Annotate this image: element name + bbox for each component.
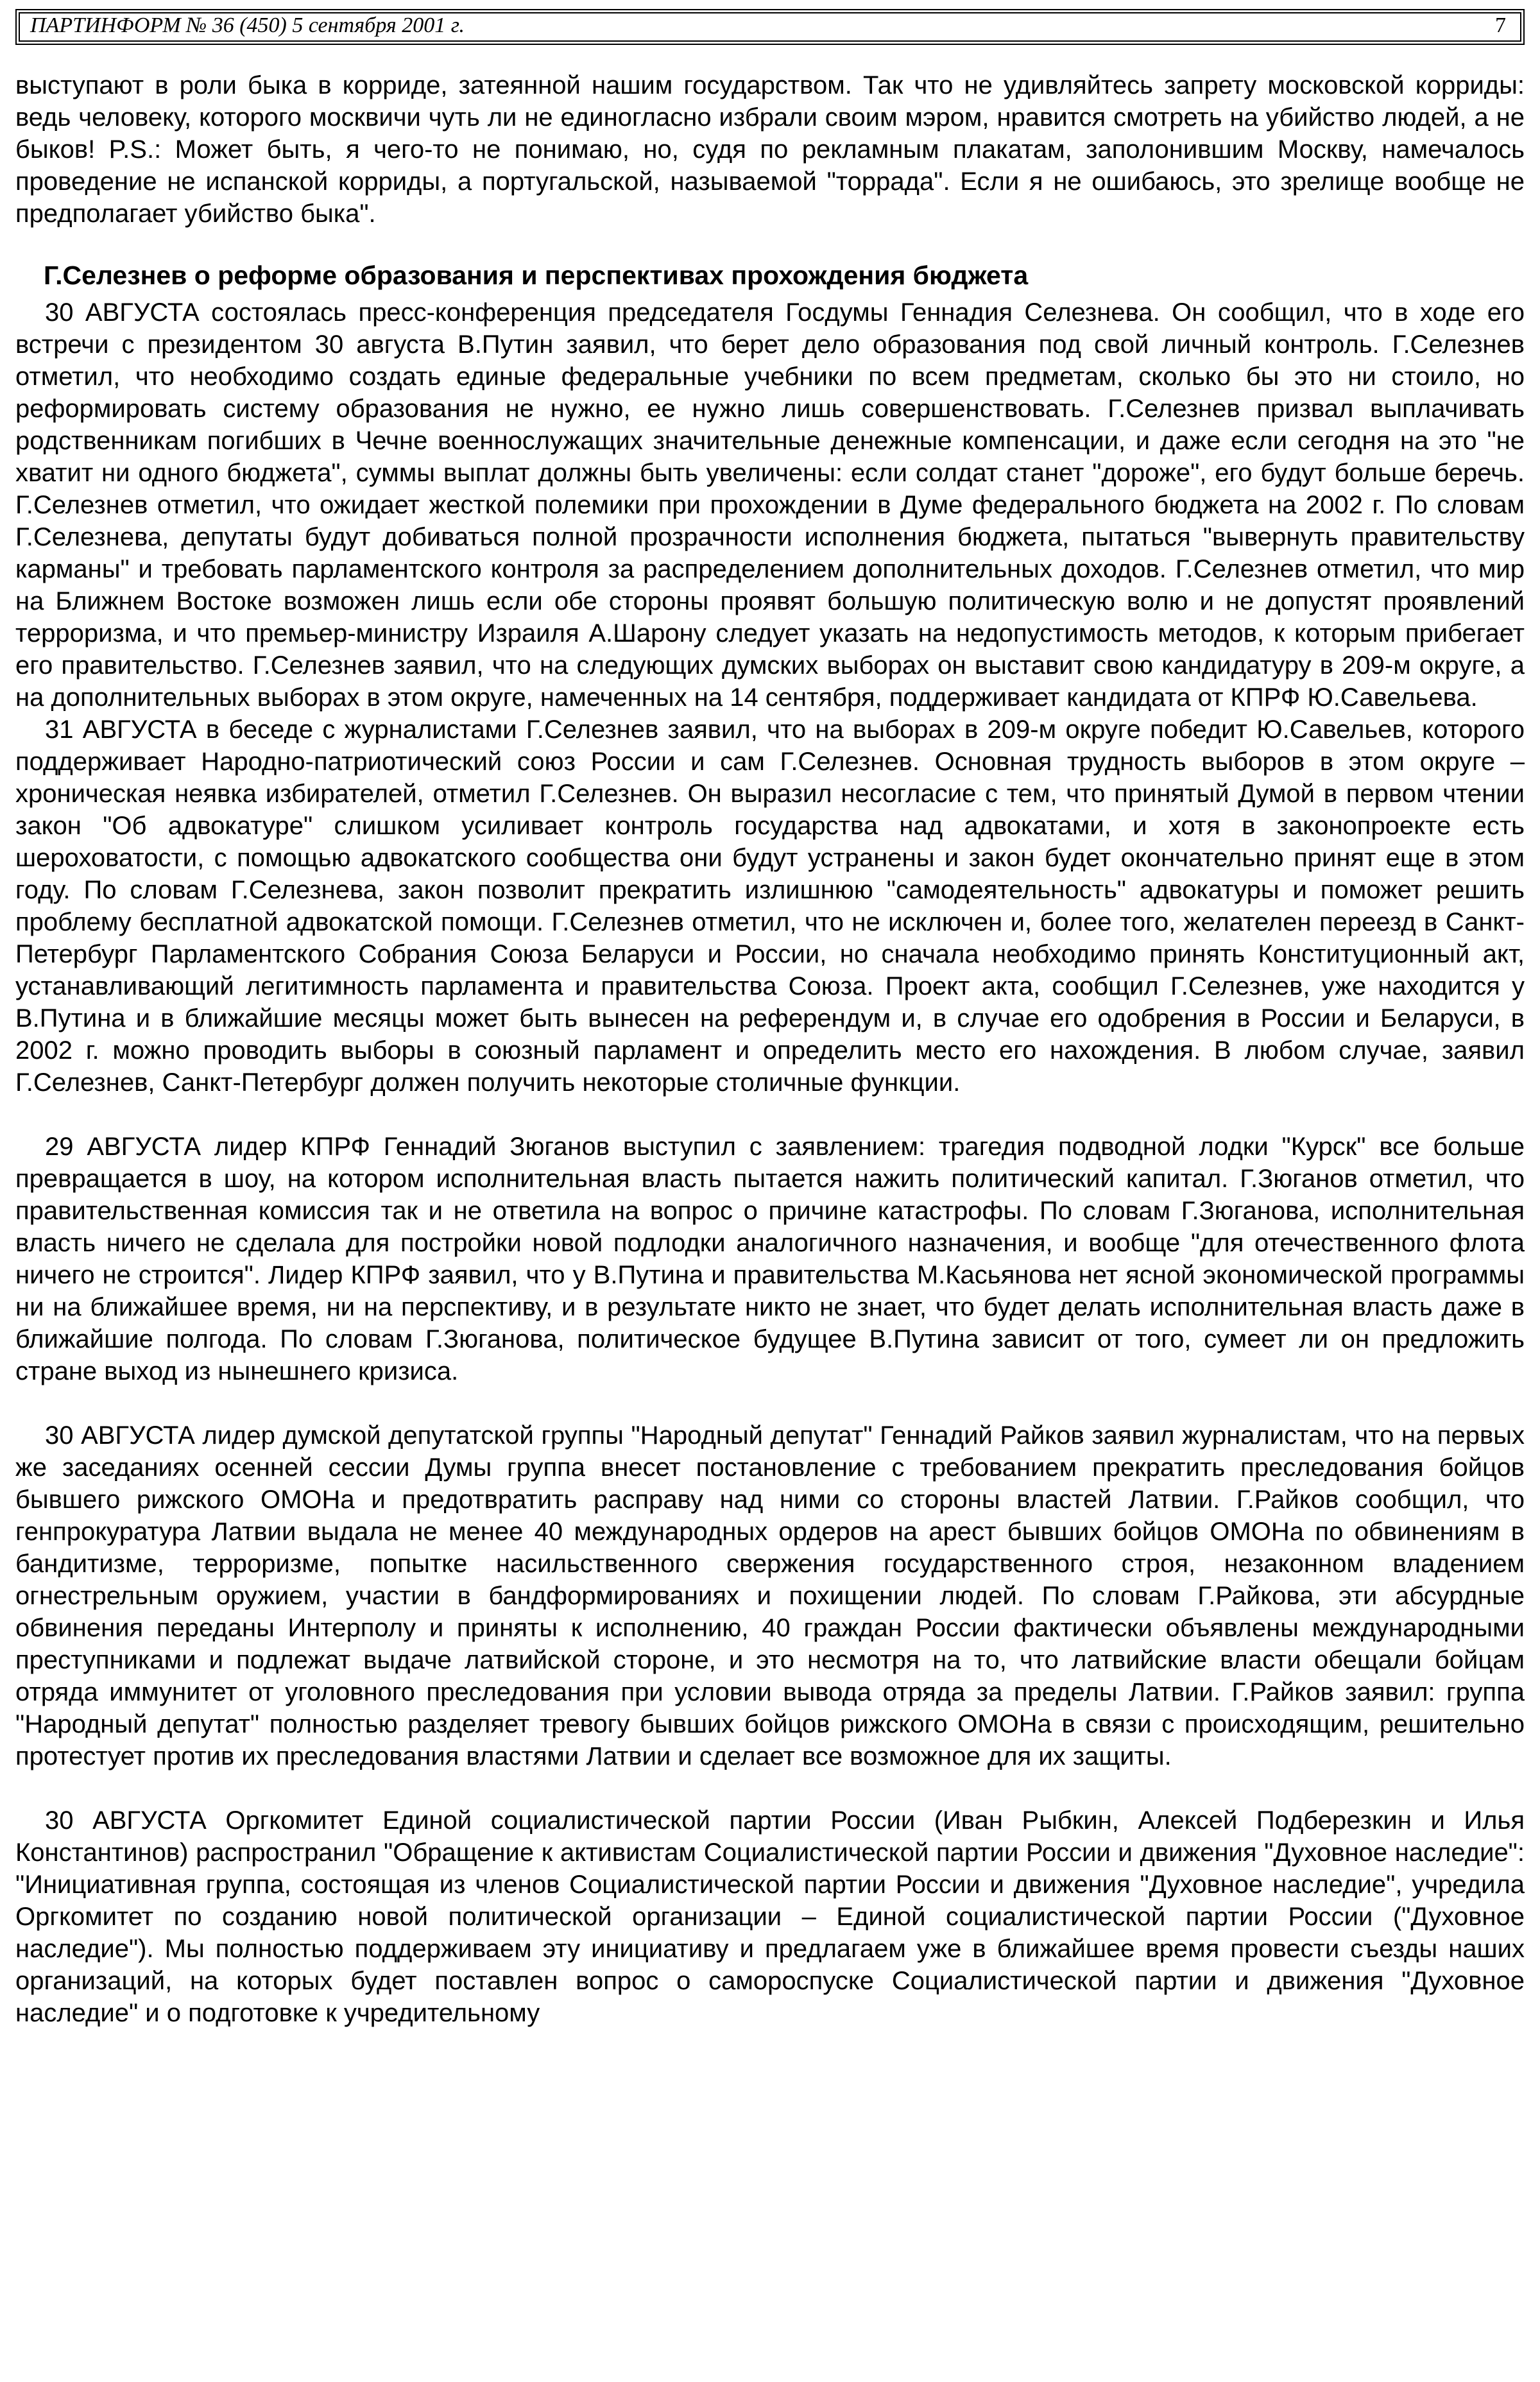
paragraph-raikov-statement: 30 АВГУСТА лидер думской депутатской группы "Народный депутат" Геннадий Райков заявил журналистам, что на первых же заседаниях осенней сессии Думы группа внесет постановление с требованием прекратить преследования бойцов бывшего рижского ОМОНа и предотвратить расправу над ними со стороны властей Латвии. Г.Райков сообщил, что генпрокуратура Латвии выдала не менее 40 международных ордеров на арест бывших бойцов ОМОНа по обвинениям в бандитизме, терроризме, попытке насильственного свержения государственного строя, незаконном владением огнестрельным оружием, участии в бандформированиях и похищении людей. По словам Г.Райкова, эти абсурдные обвинения переданы Интерполу и приняты к исполнению, 40 граждан России фактически объявлены международными преступниками и подлежат выдаче латвийской стороне, и это несмотря на то, что латвийские власти обещали бойцам отряда иммунитет от уголовного преследования при условии вывода отряда за пределы Латвии. Г.Райков заявил: группа "Народный депутат" полностью разделяет тревогу бывших бойцов рижского ОМОНа в связи с происходящим, решительно протестует против их преследования властями Латвии и сделает все возможное для их защиты.	[15, 1421, 1525, 1770]
newsletter-title: ПАРТИНФОРМ № 36 (450) 5 сентября 2001 г.	[30, 13, 465, 37]
document-body	[15, 69, 1525, 2029]
paragraph-zyuganov-statement: 29 АВГУСТА лидер КПРФ Геннадий Зюганов выступил с заявлением: трагедия подводной лодки "Курск" все больше превращается в шоу, на котором исполнительная власть пытается нажить политический капитал. Г.Зюганов отметил, что правительственная комиссия так и не ответила на вопрос о причине катастрофы. По словам Г.Зюганова, исполнительная власть ничего не сделала для постройки новой подлодки аналогичного назначения, и вообще "для отечественного флота ничего не строится". Лидер КПРФ заявил, что у В.Путина и правительства М.Касьянова нет ясной экономической программы ни на ближайшее время, ни на перспективу, и в результате никто не знает, что будет делать исполнительная власть даже в ближайшие полгода. По словам Г.Зюганова, политическое будущее В.Путина зависит от того, сумеет ли он предложить стране выход из нынешнего кризиса.	[15, 1133, 1525, 1385]
paragraph-seleznev-press-conference: 30 АВГУСТА состоялась пресс-конференция председателя Госдумы Геннадия Селезнева. Он сообщил, что в ходе его встречи с президентом 30 августа В.Путин заявил, что берет дело образования под свой личный контроль. Г.Селезнев отметил, что необходимо создать единые федеральные учебники по всем предметам, сколько бы это ни стоило, но реформировать систему образования не нужно, ее нужно лишь совершенствовать. Г.Селезнев призвал выплачивать родственникам погибших в Чечне военнослужащих значительные денежные компенсации, и даже если сегодня на это "не хватит ни одного бюджета", суммы выплат должны быть увеличены: если солдат станет "дороже", его будут больше беречь. Г.Селезнев отметил, что ожидает жесткой полемики при прохождении в Думе федерального бюджета на 2002 г. По словам Г.Селезнева, депутаты будут добиваться полной прозрачности исполнения бюджета, пытаться "вывернуть правительству карманы" и требовать парламентского контроля за распределением дополнительных доходов. Г.Селезнев отметил, что мир на Ближнем Востоке возможен лишь если обе стороны проявят большую политическую волю и не допустят проявлений терроризма, и что премьер-министру Израиля А.Шарону следует указать на недопустимость методов, к которым прибегает его правительство. Г.Селезнев заявил, что на следующих думских выборах он выставит свою кандидатуру в 209-м округе, а на дополнительных выборах в этом округе, намеченных на 14 сентября, поддерживает кандидата от КПРФ Ю.Савельева.	[15, 298, 1525, 712]
paragraph-seleznev-interview: 31 АВГУСТА в беседе с журналистами Г.Селезнев заявил, что на выборах в 209-м округе победит Ю.Савельев, которого поддерживает Народно-патриотический союз России и сам Г.Селезнев. Основная трудность выборов в этом округе – хроническая неявка избирателей, отметил Г.Селезнев. Он выразил несогласие с тем, что принятый Думой в первом чтении закон "Об адвокатуре" слишком усиливает контроль государства над адвокатами, и хотя в законопроекте есть шероховатости, с помощью адвокатского сообщества они будут устранены и закон будет окончательно принят еще в этом году. По словам Г.Селезнева, закон позволит прекратить излишнюю "самодеятельность" адвокатуры и поможет решить проблему бесплатной адвокатской помощи. Г.Селезнев отметил, что не исключен и, более того, желателен переезд в Санкт-Петербург Парламентского Собрания Союза Беларуси и России, но сначала необходимо принять Конституционный акт, устанавливающий легитимность парламента и правительства Союза. Проект акта, сообщил Г.Селезнев, уже находится у В.Путина и в ближайшие месяцы может быть вынесен на референдум и, в случае его одобрения в России и Беларуси, в 2002 г. можно проводить выборы в союзный парламент и определить место его нахождения. В любом случае, заявил Г.Селезнев, Санкт-Петербург должен получить некоторые столичные функции.	[15, 715, 1525, 1097]
section-heading-seleznev: Г.Селезнев о реформе образования и перспективах прохождения бюджета	[44, 261, 1029, 290]
page-number: 7	[1495, 13, 1506, 37]
paragraph-orgkomitet-appeal: 30 АВГУСТА Оргкомитет Единой социалистической партии России (Иван Рыбкин, Алексей Подберезкин и Илья Константинов) распространил "Обращение к активистам Социалистической партии России и движения "Духовное наследие": "Инициативная группа, состоящая из членов Социалистической партии России и движения "Духовное наследие", учредила Оргкомитет по созданию новой политической организации – Единой социалистической партии России ("Духовное наследие"). Мы полностью поддерживаем эту инициативу и предлагаем уже в ближайшее время провести съезды наших организаций, на которых будет поставлен вопрос о самороспуске Социалистической партии и движения "Духовное наследие" и о подготовке к учредительному	[15, 1806, 1525, 2027]
page-header	[15, 9, 1525, 45]
paragraph-corrida-continuation: выступают в роли быка в корриде, затеянной нашим государством. Так что не удивляйтесь запрету московской корриды: ведь человеку, которого москвичи чуть ли не единогласно избрали своим мэром, нравится смотреть на убийство людей, а не быков! P.S.: Может быть, я чего-то не понимаю, но, судя по рекламным плакатам, заполонившим Москву, намечалось проведение не испанской корриды, а португальской, называемой "торрада". Если я не ошибаюсь, это зрелище вообще не предполагает убийство быка".	[15, 71, 1525, 228]
